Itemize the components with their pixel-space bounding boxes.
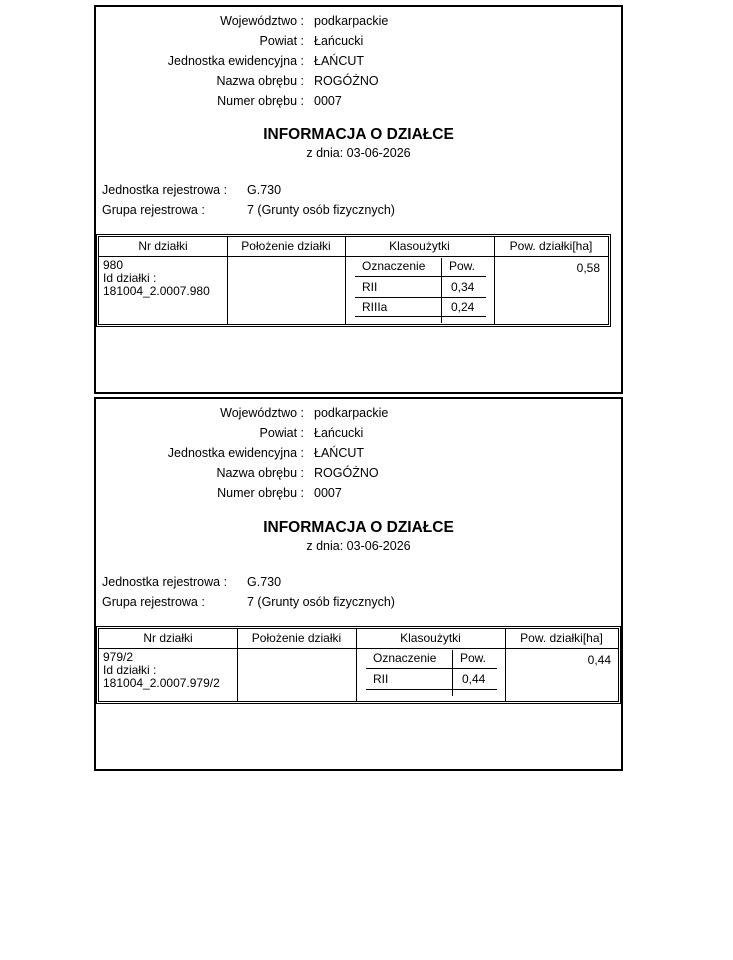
parcel-area: 0,58 [576, 261, 600, 275]
document-title: INFORMACJA O DZIAŁCE [263, 126, 454, 143]
column-header-nr: Nr działki [138, 239, 188, 253]
header-row-wojewodztwo [96, 11, 621, 31]
parcel-number: 979/2 [103, 650, 134, 664]
header-divider [99, 648, 618, 649]
document-date: z dnia: 03-06-2026 [306, 146, 411, 160]
header-value: 0007 [314, 486, 342, 500]
registry-row-jednostka [102, 180, 602, 200]
registry-label: Jednostka rejestrowa : [102, 183, 228, 197]
parcel-info-card [94, 397, 623, 771]
parcel-number-cell [103, 259, 210, 298]
header-row-numer-obrebu [96, 483, 621, 503]
registry-value: 7 (Grunty osób fizycznych) [247, 595, 395, 609]
registry-row-jednostka [102, 572, 602, 592]
column-header-polozenie: Położenie działki [241, 239, 331, 253]
header-value: ROGÓŻNO [314, 74, 379, 88]
column-header-polozenie: Położenie działki [251, 631, 342, 645]
subtable-divider [441, 258, 442, 323]
parcel-number: 980 [103, 258, 124, 272]
header-row-jednostka [96, 443, 621, 463]
header-label: Województwo : [220, 14, 304, 28]
registry-label: Grupa rejestrowa : [102, 203, 205, 217]
column-header-pow: Pow. działki[ha] [520, 631, 603, 645]
header-label: Województwo : [220, 406, 304, 420]
header-value: Łańcucki [314, 426, 364, 440]
registry-value: 7 (Grunty osób fizycznych) [247, 203, 395, 217]
header-value: ŁAŃCUT [314, 446, 365, 460]
land-class-header-oznaczenie: Oznaczenie [362, 259, 426, 273]
header-value: podkarpackie [314, 14, 389, 28]
land-class-header-pow: Pow. [460, 651, 487, 665]
registry-value: G.730 [247, 183, 282, 197]
parcel-table [98, 628, 619, 702]
parcel-id: 181004_2.0007.980 [103, 284, 210, 298]
parcel-area: 0,44 [587, 653, 611, 667]
header-label: Numer obrębu : [217, 486, 304, 500]
parcel-id-label: Id działki : [103, 271, 157, 285]
land-class-code: RIIIa [362, 300, 388, 314]
header-row-jednostka [96, 51, 621, 71]
header-label: Jednostka ewidencyjna : [167, 54, 304, 68]
column-header-pow: Pow. działki[ha] [509, 239, 593, 253]
header-row-numer-obrebu [96, 91, 621, 111]
registry-row-grupa [102, 592, 602, 612]
header-label: Jednostka ewidencyjna : [167, 446, 304, 460]
subtable-line [366, 689, 497, 690]
subtable-line [366, 668, 497, 669]
subtable-divider [452, 650, 453, 696]
header-row-powiat [96, 31, 621, 51]
header-row-nazwa-obrebu [96, 71, 621, 91]
header-row-nazwa-obrebu [96, 463, 621, 483]
registry-label: Grupa rejestrowa : [102, 595, 205, 609]
land-class-code: RII [373, 672, 389, 686]
header-value: 0007 [314, 94, 342, 108]
column-header-klasouzytki: Klasoużytki [400, 631, 461, 645]
header-row-powiat [96, 423, 621, 443]
land-class-header-pow: Pow. [449, 259, 476, 273]
header-label: Numer obrębu : [217, 94, 304, 108]
registry-label: Jednostka rejestrowa : [102, 575, 228, 589]
header-label: Nazwa obrębu : [216, 466, 304, 480]
header-divider [99, 256, 608, 257]
column-header-nr: Nr działki [143, 631, 193, 645]
document-date: z dnia: 03-06-2026 [306, 539, 411, 553]
header-value: Łańcucki [314, 34, 364, 48]
land-class-area: 0,44 [462, 672, 486, 686]
header-value: ROGÓŻNO [314, 466, 379, 480]
land-class-code: RII [362, 280, 378, 294]
subtable-line [355, 276, 486, 277]
registry-value: G.730 [247, 575, 282, 589]
parcel-info-card [94, 5, 623, 394]
registry-row-grupa [102, 200, 602, 220]
parcel-table [98, 236, 609, 325]
parcel-id-label: Id działki : [103, 663, 157, 677]
header-label: Nazwa obrębu : [216, 74, 304, 88]
land-class-area: 0,24 [451, 300, 475, 314]
header-row-wojewodztwo [96, 403, 621, 423]
column-header-klasouzytki: Klasoużytki [389, 239, 450, 253]
header-value: podkarpackie [314, 406, 389, 420]
land-class-header-oznaczenie: Oznaczenie [373, 651, 437, 665]
land-class-area: 0,34 [451, 280, 475, 294]
parcel-number-cell [103, 651, 220, 690]
parcel-id: 181004_2.0007.979/2 [103, 676, 220, 690]
header-value: ŁAŃCUT [314, 54, 365, 68]
document-title: INFORMACJA O DZIAŁCE [263, 519, 454, 536]
header-label: Powiat : [259, 426, 304, 440]
header-label: Powiat : [259, 34, 304, 48]
